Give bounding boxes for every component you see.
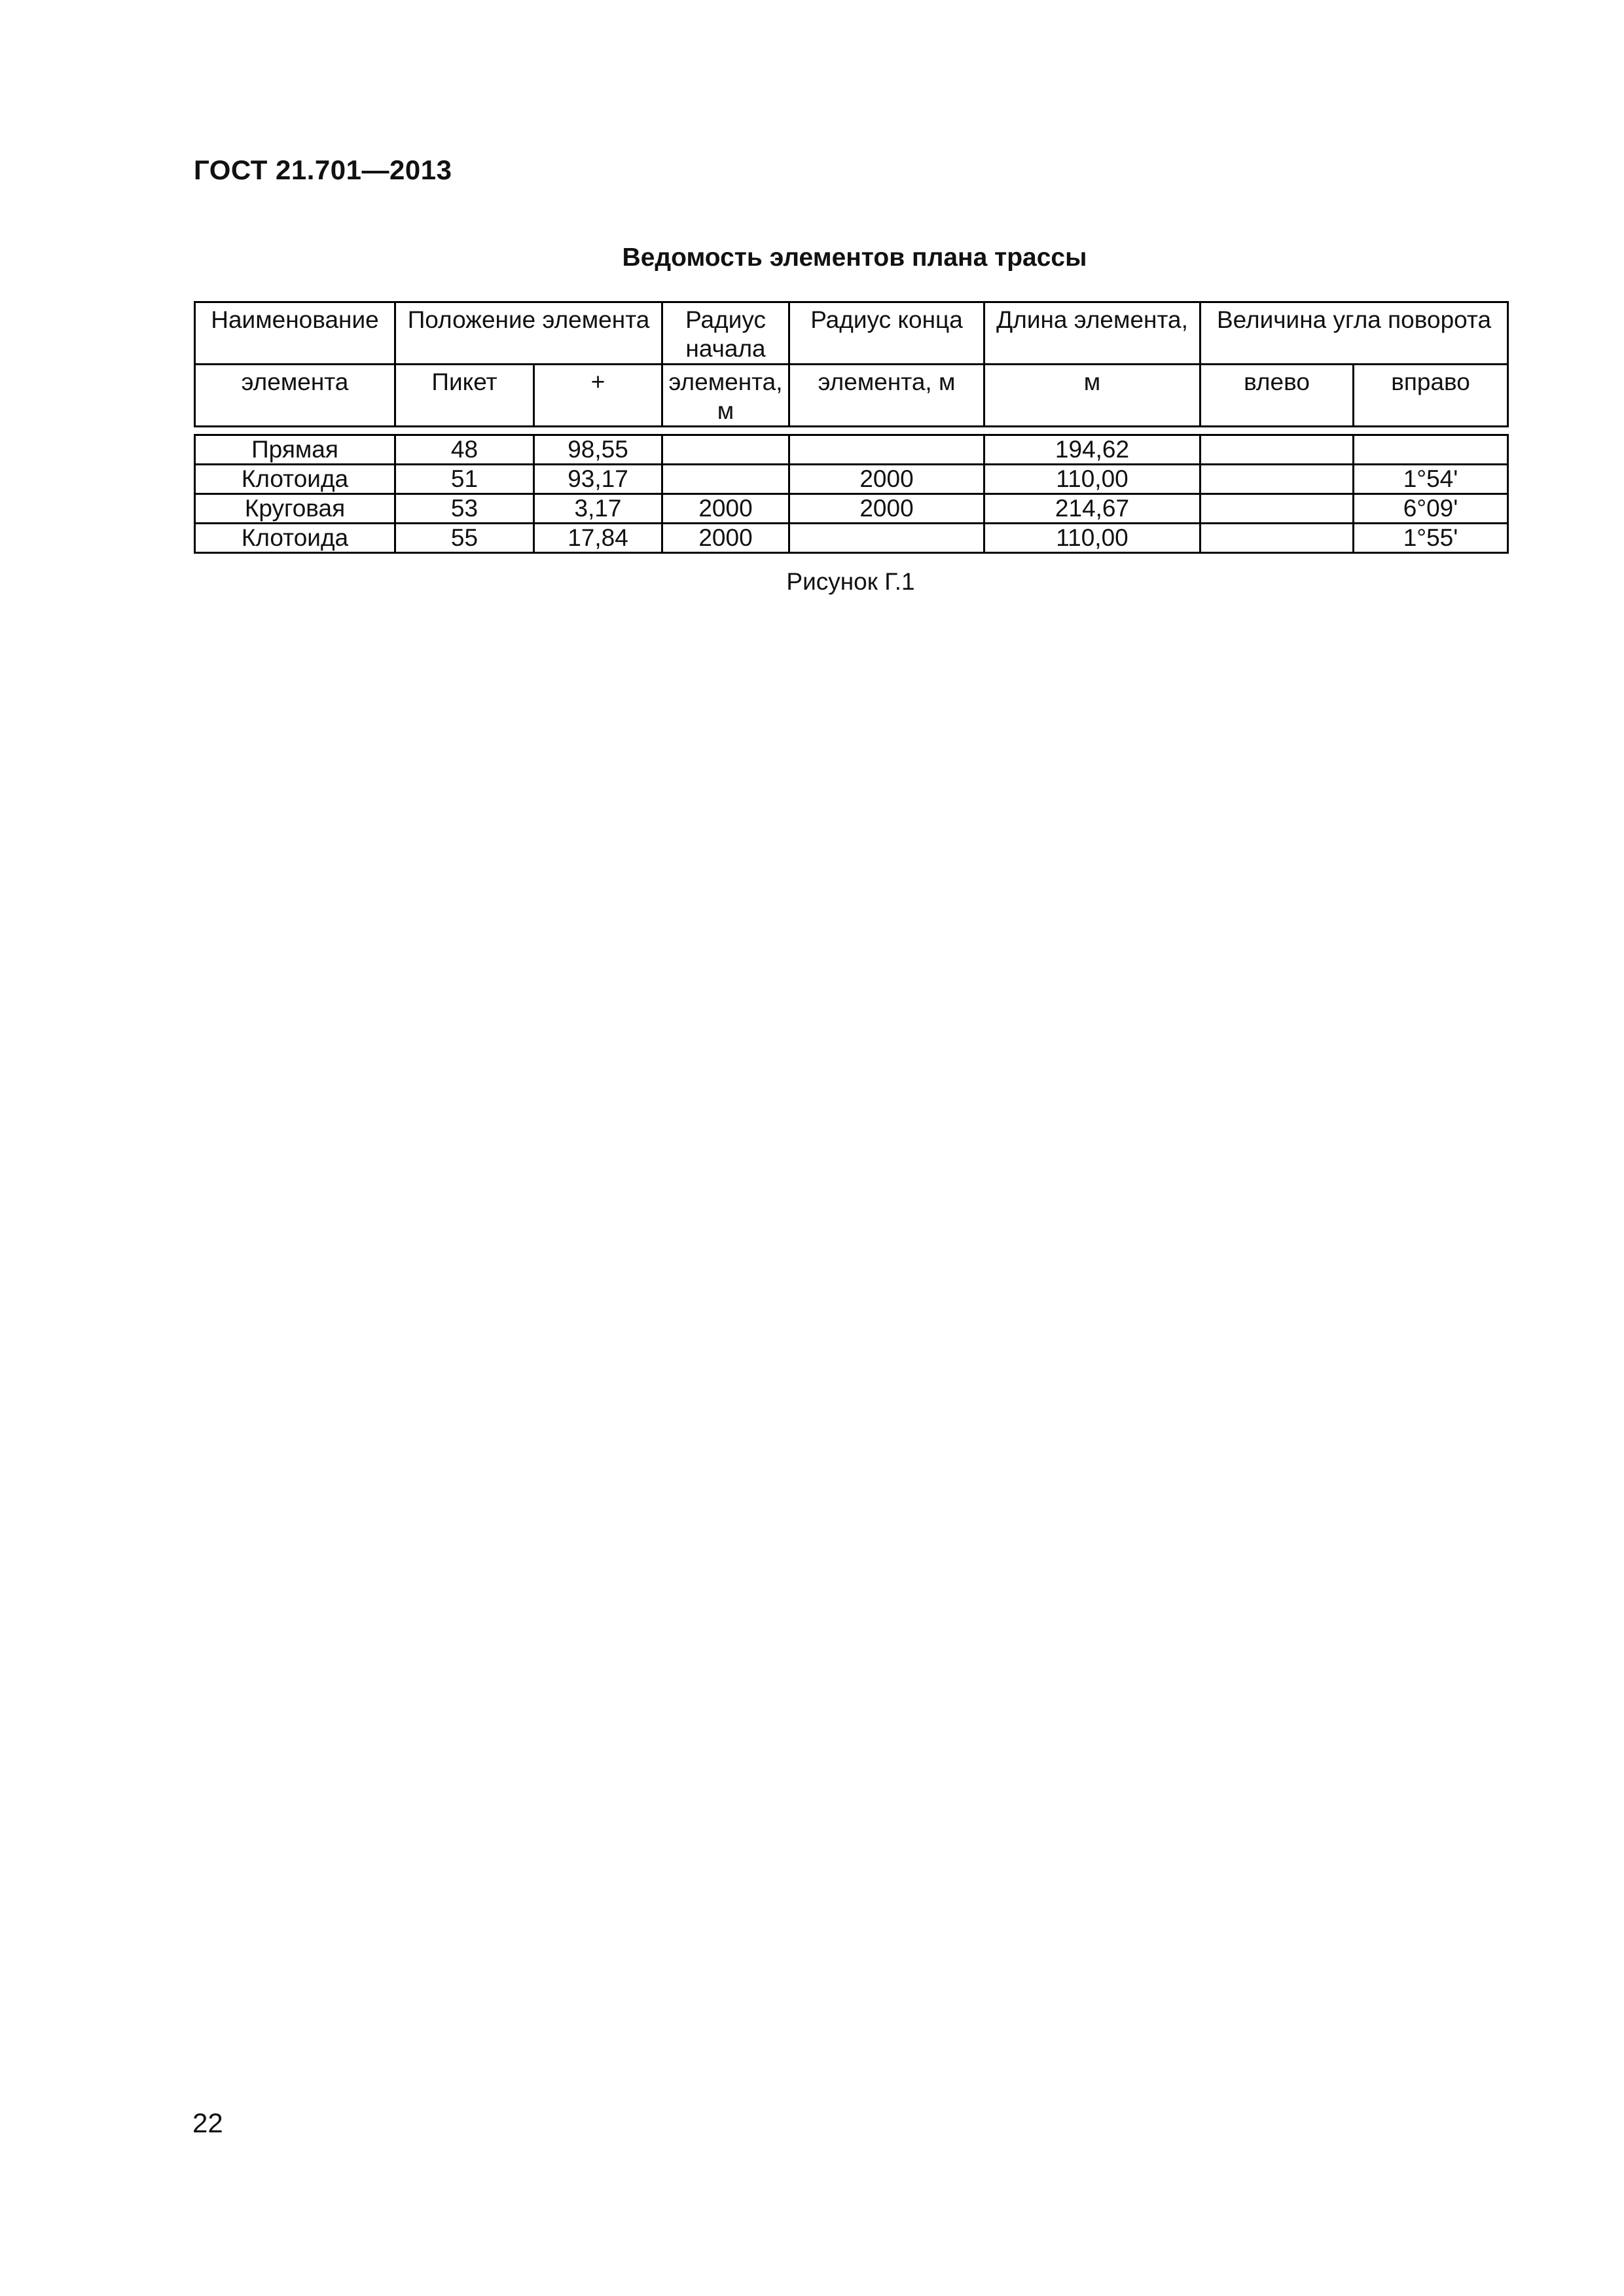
cell-radius-end: 2000 <box>789 494 984 524</box>
cell-picket: 55 <box>395 524 534 553</box>
cell-name: Клотоида <box>195 465 395 494</box>
table-row <box>195 524 1508 553</box>
cell-radius-start <box>662 465 789 494</box>
cell-length: 110,00 <box>984 465 1200 494</box>
header-row-2 <box>195 365 1508 427</box>
cell-right: 1°54' <box>1354 465 1508 494</box>
cell-plus: 17,84 <box>534 524 662 553</box>
header-right: вправо <box>1354 365 1508 427</box>
cell-name: Прямая <box>195 435 395 465</box>
header-radius-start-2: элемента, м <box>662 365 789 427</box>
header-separator <box>195 427 1508 435</box>
cell-name: Клотоида <box>195 524 395 553</box>
cell-right <box>1354 435 1508 465</box>
header-row-1 <box>195 302 1508 365</box>
page-number: 22 <box>192 2108 223 2138</box>
table-row <box>195 494 1508 524</box>
cell-right: 1°55' <box>1354 524 1508 553</box>
figure-caption: Рисунок Г.1 <box>786 568 915 595</box>
cell-plus: 93,17 <box>534 465 662 494</box>
cell-length: 214,67 <box>984 494 1200 524</box>
cell-radius-start: 2000 <box>662 524 789 553</box>
cell-left <box>1200 524 1354 553</box>
cell-radius-end <box>789 524 984 553</box>
header-radius-end-2: элемента, м <box>789 365 984 427</box>
cell-picket: 48 <box>395 435 534 465</box>
header-radius-end: Радиус конца <box>789 302 984 365</box>
table-row <box>195 465 1508 494</box>
cell-left <box>1200 435 1354 465</box>
cell-right: 6°09' <box>1354 494 1508 524</box>
table-title: Ведомость элементов плана трассы <box>622 243 1087 272</box>
cell-radius-end <box>789 435 984 465</box>
route-elements-table <box>194 301 1509 554</box>
cell-length: 194,62 <box>984 435 1200 465</box>
cell-name: Круговая <box>195 494 395 524</box>
header-position: Положение элемента <box>395 302 662 365</box>
cell-picket: 51 <box>395 465 534 494</box>
cell-radius-start <box>662 435 789 465</box>
header-picket: Пикет <box>395 365 534 427</box>
cell-radius-end: 2000 <box>789 465 984 494</box>
header-plus: + <box>534 365 662 427</box>
cell-radius-start: 2000 <box>662 494 789 524</box>
cell-left <box>1200 465 1354 494</box>
header-radius-start: Радиус начала <box>662 302 789 365</box>
cell-plus: 98,55 <box>534 435 662 465</box>
header-name-2: элемента <box>195 365 395 427</box>
header-angle: Величина угла поворота <box>1200 302 1508 365</box>
cell-left <box>1200 494 1354 524</box>
cell-plus: 3,17 <box>534 494 662 524</box>
header-length-2: м <box>984 365 1200 427</box>
cell-length: 110,00 <box>984 524 1200 553</box>
header-length: Длина элемента, <box>984 302 1200 365</box>
header-name: Наименование <box>195 302 395 365</box>
header-left: влево <box>1200 365 1354 427</box>
document-code: ГОСТ 21.701—2013 <box>194 154 452 185</box>
table-row <box>195 435 1508 465</box>
cell-picket: 53 <box>395 494 534 524</box>
